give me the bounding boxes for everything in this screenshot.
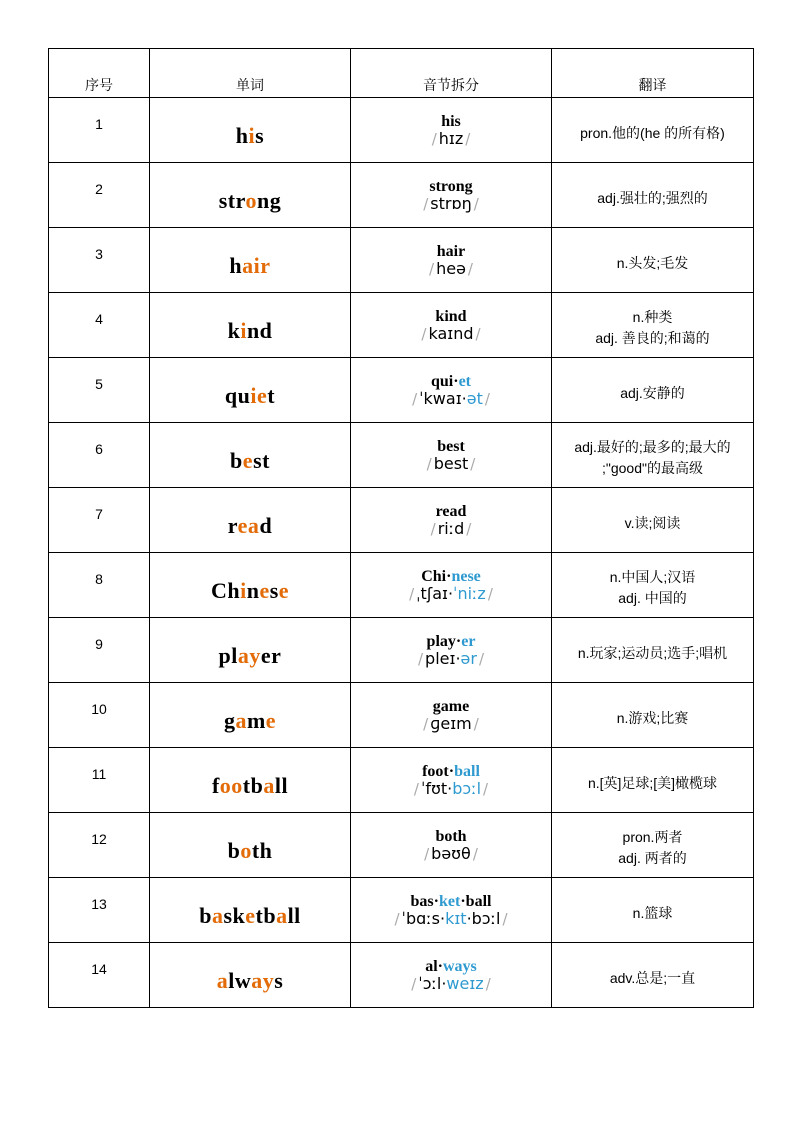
highlighted-letters: ay xyxy=(237,643,261,668)
header-word: 单词 xyxy=(150,49,351,98)
phonetic-transcription xyxy=(351,778,551,798)
syllable-cell xyxy=(351,813,552,878)
word-letters: b xyxy=(199,903,212,928)
row-number: 10 xyxy=(49,683,150,748)
syllable-part: play· xyxy=(426,632,462,650)
syllable-split xyxy=(351,179,551,195)
translation-cell xyxy=(552,943,754,1008)
syllable-cell xyxy=(351,163,552,228)
phonetic-slash-right: / xyxy=(502,909,508,928)
table-row xyxy=(49,98,754,163)
table-row xyxy=(49,163,754,228)
word-letters: g xyxy=(223,708,236,733)
highlighted-letters: ea xyxy=(237,513,260,538)
syllable-split xyxy=(351,309,551,325)
translation-line: v.读;阅读 xyxy=(624,514,681,531)
syllable-part: game xyxy=(432,697,470,715)
syllable-part: both xyxy=(435,827,467,845)
syllable-split xyxy=(351,634,551,650)
row-number: 14 xyxy=(49,943,150,1008)
table-row xyxy=(49,553,754,618)
highlighted-letters: a xyxy=(216,968,229,993)
word-letters: n xyxy=(246,578,260,603)
phonetic-part: ˈɔːl· xyxy=(418,973,447,993)
word-letters: ll xyxy=(274,773,289,798)
phonetic-slash-right: / xyxy=(470,454,476,473)
word-letters: st xyxy=(253,448,270,473)
header-translation: 翻译 xyxy=(552,49,754,98)
table-row xyxy=(49,748,754,813)
phonetic-part: ˈniːz xyxy=(453,583,486,603)
table-row xyxy=(49,423,754,488)
phonetic-slash-left: / xyxy=(421,324,427,343)
table-row xyxy=(49,878,754,943)
word-cell xyxy=(150,293,351,358)
phonetic-slash-left: / xyxy=(429,259,435,278)
phonetic-transcription xyxy=(351,973,551,993)
translation-cell xyxy=(552,618,754,683)
translation-cell xyxy=(552,813,754,878)
translation-cell xyxy=(552,683,754,748)
phonetic-part: strɒŋ xyxy=(430,193,472,213)
phonetic-slash-left: / xyxy=(417,649,424,668)
phonetic-slash-left: / xyxy=(430,519,436,538)
highlighted-letters: a xyxy=(263,773,275,798)
table-row xyxy=(49,358,754,423)
syllable-part: best xyxy=(437,437,465,455)
translation-cell xyxy=(552,228,754,293)
phonetic-slash-left: / xyxy=(423,714,429,733)
phonetic-slash-right: / xyxy=(487,584,493,603)
highlighted-letters: a xyxy=(235,708,247,733)
syllable-part: et xyxy=(458,372,471,390)
syllable-cell xyxy=(351,358,552,423)
highlighted-letters: a xyxy=(211,903,224,928)
phonetic-slash-left: / xyxy=(423,194,429,213)
syllable-cell xyxy=(351,423,552,488)
phonetic-part: ˌtʃaɪ· xyxy=(416,583,454,603)
phonetic-part: riːd xyxy=(437,518,465,538)
translation-cell xyxy=(552,878,754,943)
word-cell xyxy=(150,488,351,553)
phonetic-part: bəʊθ xyxy=(431,843,471,863)
highlighted-letters: o xyxy=(245,188,257,213)
table-row xyxy=(49,228,754,293)
translation-line: n.种类 xyxy=(632,309,673,325)
translation-line: adv.总是;一直 xyxy=(609,969,696,986)
phonetic-slash-left: / xyxy=(424,844,430,863)
row-number: 1 xyxy=(49,98,150,163)
phonetic-slash-right: / xyxy=(483,779,489,798)
syllable-part: ·ball xyxy=(460,892,492,910)
highlighted-letters: e xyxy=(259,578,270,603)
syllable-cell xyxy=(351,293,552,358)
word-cell xyxy=(150,423,351,488)
syllable-part: hair xyxy=(436,242,466,260)
table-row xyxy=(49,943,754,1008)
phonetic-part: pleɪ· xyxy=(425,648,461,668)
syllable-part: er xyxy=(461,632,476,650)
translation-line: n.中国人;汉语 xyxy=(609,569,696,585)
phonetic-transcription xyxy=(351,453,551,473)
table-row xyxy=(49,488,754,553)
vocabulary-table xyxy=(48,48,754,1008)
word-cell xyxy=(150,553,351,618)
syllable-part: ways xyxy=(443,957,477,975)
phonetic-part: ər xyxy=(460,648,477,668)
syllable-part: al· xyxy=(425,957,443,975)
translation-line: pron.两者 xyxy=(622,829,683,845)
syllable-part: nese xyxy=(451,567,481,585)
highlighted-letters: i xyxy=(240,578,247,603)
word-letters: s xyxy=(274,968,284,993)
table-header-row xyxy=(49,49,754,98)
syllable-part: his xyxy=(441,112,461,130)
syllable-part: qui· xyxy=(430,372,459,390)
phonetic-slash-right: / xyxy=(484,389,490,408)
row-number: 13 xyxy=(49,878,150,943)
translation-line: n.[英]足球;[美]橄榄球 xyxy=(587,774,718,791)
phonetic-slash-right: / xyxy=(478,649,485,668)
phonetic-part: best xyxy=(433,453,469,473)
header-syllables: 音节拆分 xyxy=(351,49,552,98)
syllable-cell xyxy=(351,748,552,813)
row-number: 7 xyxy=(49,488,150,553)
table-row xyxy=(49,293,754,358)
word-letters: s xyxy=(255,123,265,148)
row-number: 4 xyxy=(49,293,150,358)
translation-line: pron.他的(he 的所有格) xyxy=(580,124,725,141)
translation-cell xyxy=(552,488,754,553)
translation-cell xyxy=(552,553,754,618)
phonetic-part: kɪt xyxy=(445,908,467,928)
word-letters: h xyxy=(235,123,249,148)
phonetic-transcription xyxy=(351,583,551,603)
translation-line: adj. 善良的;和蔼的 xyxy=(595,330,710,346)
word-letters: tb xyxy=(255,903,277,928)
row-number: 9 xyxy=(49,618,150,683)
phonetic-transcription xyxy=(351,128,551,148)
phonetic-part: heə xyxy=(436,258,466,278)
phonetic-part: ət xyxy=(466,388,483,408)
word-cell xyxy=(150,878,351,943)
phonetic-slash-left: / xyxy=(413,779,419,798)
syllable-cell xyxy=(351,943,552,1008)
word-letters: ng xyxy=(257,188,282,213)
syllable-part: strong xyxy=(429,177,473,195)
phonetic-slash-left: / xyxy=(394,909,400,928)
word-cell xyxy=(150,358,351,423)
phonetic-slash-left: / xyxy=(409,584,415,603)
word-letters: pl xyxy=(218,643,238,668)
syllable-cell xyxy=(351,683,552,748)
translation-line: adj.安静的 xyxy=(620,384,685,401)
phonetic-part: bɔːl xyxy=(452,778,482,798)
table-body xyxy=(49,98,754,1008)
translation-line: n.篮球 xyxy=(632,904,673,921)
word-letters: qu xyxy=(224,383,251,408)
phonetic-part: hɪz xyxy=(438,128,464,148)
highlighted-letters: e xyxy=(242,448,254,473)
syllable-part: foot· xyxy=(422,762,455,780)
syllable-cell xyxy=(351,878,552,943)
phonetic-transcription xyxy=(351,843,551,863)
word-letters: sk xyxy=(223,903,246,928)
translation-line: adj. 中国的 xyxy=(618,590,687,606)
syllable-part: ball xyxy=(454,762,480,780)
translation-line: adj.最好的;最多的;最大的 xyxy=(574,439,731,455)
word-letters: b xyxy=(227,838,241,863)
syllable-part: read xyxy=(435,502,467,520)
word-letters: d xyxy=(259,513,273,538)
word-letters: nd xyxy=(246,318,273,343)
header-number: 序号 xyxy=(49,49,150,98)
syllable-split xyxy=(351,244,551,260)
translation-cell xyxy=(552,748,754,813)
translation-cell xyxy=(552,163,754,228)
highlighted-letters: e xyxy=(278,578,290,603)
phonetic-part: weɪz xyxy=(446,973,484,993)
syllable-cell xyxy=(351,553,552,618)
word-letters: s xyxy=(269,578,279,603)
phonetic-part: ·bɔːl xyxy=(466,908,501,928)
word-cell xyxy=(150,163,351,228)
translation-line: ;"good"的最高级 xyxy=(602,460,703,476)
syllable-cell xyxy=(351,228,552,293)
word-letters: er xyxy=(260,643,282,668)
word-letters: k xyxy=(227,318,241,343)
phonetic-slash-right: / xyxy=(485,974,491,993)
phonetic-part: ˈkwaɪ· xyxy=(419,388,467,408)
phonetic-slash-right: / xyxy=(466,519,472,538)
highlighted-letters: i xyxy=(248,123,256,148)
highlighted-letters: ay xyxy=(251,968,275,993)
phonetic-transcription xyxy=(351,518,551,538)
word-letters: f xyxy=(211,773,220,798)
highlighted-letters: oo xyxy=(219,773,243,798)
translation-cell xyxy=(552,98,754,163)
word-cell xyxy=(150,813,351,878)
translation-line: n.头发;毛发 xyxy=(616,254,689,271)
syllable-split xyxy=(351,374,551,390)
row-number: 3 xyxy=(49,228,150,293)
row-number: 11 xyxy=(49,748,150,813)
phonetic-slash-right: / xyxy=(475,324,481,343)
word-letters: m xyxy=(246,708,266,733)
phonetic-slash-left: / xyxy=(412,389,418,408)
highlighted-letters: ie xyxy=(250,383,268,408)
row-number: 5 xyxy=(49,358,150,423)
syllable-split xyxy=(351,114,551,130)
translation-line: adj.强壮的;强烈的 xyxy=(597,189,708,206)
syllable-split xyxy=(351,504,551,520)
phonetic-transcription xyxy=(351,388,551,408)
highlighted-letters: a xyxy=(276,903,288,928)
word-cell xyxy=(150,618,351,683)
highlighted-letters: air xyxy=(242,253,271,278)
phonetic-transcription xyxy=(351,258,551,278)
phonetic-slash-right: / xyxy=(473,714,479,733)
phonetic-slash-left: / xyxy=(411,974,417,993)
word-letters: th xyxy=(251,838,273,863)
word-letters: str xyxy=(218,188,246,213)
phonetic-part: kaɪnd xyxy=(428,323,474,343)
syllable-part: ket xyxy=(439,892,461,910)
translation-cell xyxy=(552,358,754,423)
phonetic-slash-right: / xyxy=(472,844,478,863)
phonetic-slash-right: / xyxy=(473,194,479,213)
syllable-split xyxy=(351,894,551,910)
phonetic-transcription xyxy=(351,713,551,733)
row-number: 12 xyxy=(49,813,150,878)
syllable-split xyxy=(351,699,551,715)
syllable-part: kind xyxy=(435,307,467,325)
table-row xyxy=(49,683,754,748)
word-cell xyxy=(150,748,351,813)
word-cell xyxy=(150,943,351,1008)
phonetic-transcription xyxy=(351,648,551,668)
translation-line: adj. 两者的 xyxy=(618,850,687,866)
table-row xyxy=(49,618,754,683)
syllable-split xyxy=(351,829,551,845)
highlighted-letters: e xyxy=(245,903,256,928)
phonetic-part: ˈfʊt· xyxy=(420,778,453,798)
row-number: 2 xyxy=(49,163,150,228)
translation-cell xyxy=(552,293,754,358)
syllable-part: bas· xyxy=(410,892,439,910)
word-cell xyxy=(150,228,351,293)
word-cell xyxy=(150,683,351,748)
phonetic-slash-right: / xyxy=(465,129,471,148)
word-letters: t xyxy=(267,383,276,408)
syllable-split xyxy=(351,439,551,455)
phonetic-part: ˈbɑːs· xyxy=(401,908,446,928)
syllable-cell xyxy=(351,618,552,683)
word-letters: r xyxy=(227,513,238,538)
word-letters: h xyxy=(229,253,243,278)
word-cell xyxy=(150,98,351,163)
phonetic-transcription xyxy=(351,323,551,343)
word-letters: tb xyxy=(242,773,264,798)
syllable-part: Chi· xyxy=(421,567,452,585)
table-row xyxy=(49,813,754,878)
phonetic-transcription xyxy=(351,193,551,213)
phonetic-slash-right: / xyxy=(467,259,473,278)
translation-line: n.玩家;运动员;选手;唱机 xyxy=(577,644,728,661)
translation-line: n.游戏;比赛 xyxy=(616,709,689,726)
syllable-split xyxy=(351,764,551,780)
highlighted-letters: i xyxy=(240,318,247,343)
word-letters: ll xyxy=(287,903,301,928)
highlighted-letters: e xyxy=(265,708,277,733)
translation-cell xyxy=(552,423,754,488)
syllable-cell xyxy=(351,98,552,163)
row-number: 8 xyxy=(49,553,150,618)
phonetic-slash-left: / xyxy=(426,454,432,473)
word-letters: Ch xyxy=(210,578,241,603)
phonetic-part: ɡeɪm xyxy=(430,713,472,733)
syllable-split xyxy=(351,959,551,975)
highlighted-letters: o xyxy=(240,838,252,863)
syllable-cell xyxy=(351,488,552,553)
row-number: 6 xyxy=(49,423,150,488)
phonetic-transcription xyxy=(351,908,551,928)
word-letters: b xyxy=(230,448,243,473)
syllable-split xyxy=(351,569,551,585)
word-letters: lw xyxy=(228,968,252,993)
phonetic-slash-left: / xyxy=(431,129,437,148)
